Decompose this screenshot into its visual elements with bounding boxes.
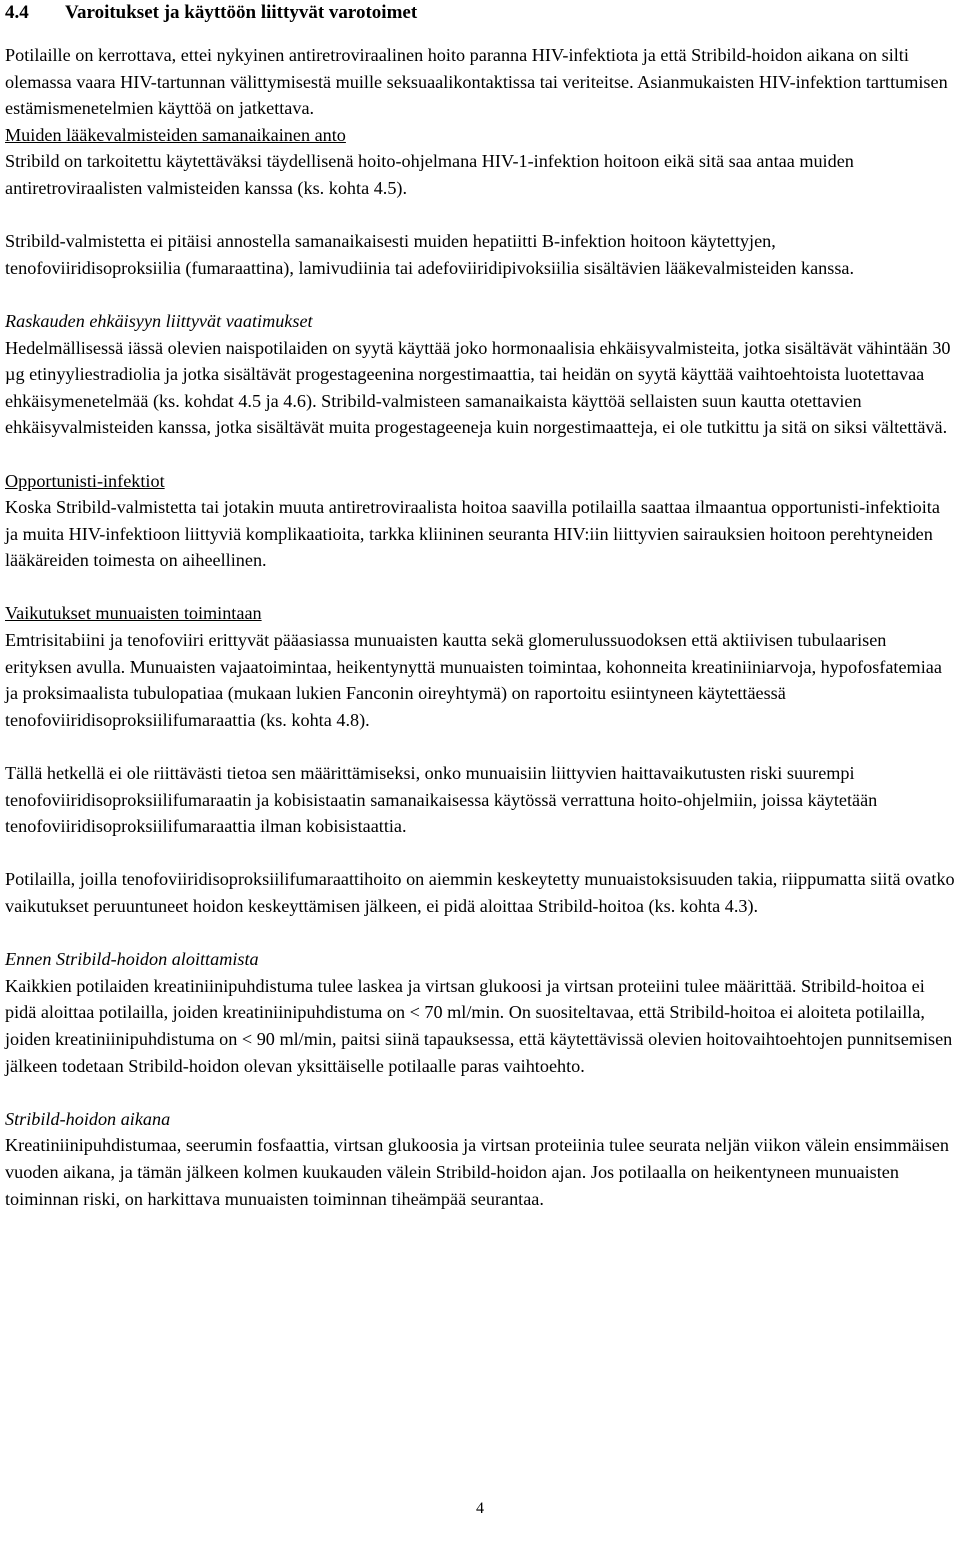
subheading-before-treatment: Ennen Stribild-hoidon aloittamista: [5, 949, 259, 970]
paragraph-during-treatment: Kreatiniinipuhdistumaa, seerumin fosfaattia, virtsan glukoosia ja virtsan proteiinia tulee seurata neljän viikon välein ensimmäisen vuoden aikana, ja tämän jälkeen kolmen kuukauden välein Stribild-hoidon ajan. Jos potilaalla on heikentyneen munuaisten toiminnan riski, on harkittava munuaisten toiminnan tiheämpää seurantaa.: [5, 1135, 949, 1209]
subheading-contraception: Raskauden ehkäisyyn liittyvät vaatimukset: [5, 310, 313, 331]
paragraph-hepatitis-b: Stribild-valmistetta ei pitäisi annostella samanaikaisesti muiden hepatiitti B-infektion hoitoon käytettyjen, tenofoviiridisoproksiilia (fumaraattina), lamivudiinia tai adefoviiridipivoksiilia sisältävien lääkevalmisteiden kanssa.: [5, 231, 855, 278]
document-page: [5, 0, 955, 1212]
subheading-concomitant-use: Muiden lääkevalmisteiden samanaikainen anto: [5, 124, 346, 145]
paragraph-renal-risk: Tällä hetkellä ei ole riittävästi tietoa sen määrittämiseksi, onko munuaisiin liittyvien haittavaikutusten riski suurempi tenofoviiridisoproksiilifumaraatin ja kobisistaatin samanaikaisessa käytössä verrattuna hoito-ohjelmiin, joissa käytetään tenofoviiridisoproksiilifumaraattia ilman kobisistaattia.: [5, 763, 878, 837]
paragraph-contraception: Hedelmällisessä iässä olevien naispotilaiden on syytä käyttää joko hormonaalisia ehkäisyvalmisteita, jotka sisältävät vähintään 30 µg etinyyliestradiolia ja jotka sisältävät progestageenina norgestimaattia, tai heidän on syytä käyttää vaihtoehtoista luotettavaa ehkäisymenetelmää (ks. kohdat 4.5 ja 4.6). Stribild-valmisteen samanaikaista käyttöä sellaisten suun kautta otettavien ehkäisyvalmisteiden kanssa, jotka sisältävät muita progestageeneja kuin norgestimaatteja, ei ole tutkittu ja sitä on siksi vältettävä.: [5, 337, 951, 438]
paragraph-before-treatment: Kaikkien potilaiden kreatiniinipuhdistuma tulee laskea ja virtsan glukoosi ja virtsan proteiini tulee määrittää. Stribild-hoitoa ei pidä aloittaa potilailla, joiden kreatiniinipuhdistuma on < 70 ml/min. On suositeltavaa, että Stribild-hoitoa ei aloiteta potilailla, joiden kreatiniinipuhdistuma on < 90 ml/min, paitsi siinä tapauksessa, että käytettävissä olevien hoitovaihtoehtojen punnitsemisen jälkeen todetaan Stribild-hoidon olevan yksittäiselle potilaalle paras vaihtoehto.: [5, 975, 953, 1076]
subheading-opportunistic-infections: Opportunisti-infektiot: [5, 470, 165, 491]
paragraph-hiv-transmission: Potilaille on kerrottava, ettei nykyinen antiretroviraalinen hoito paranna HIV-infektiota ja että Stribild-hoidon aikana on silti olemassa vaara HIV-tartunnan välittymisestä muille seksuaalikontaktissa tai veriteitse. Asianmukaisten HIV-infektion tarttumisen estämismenetelmien käyttöä on jatkettava.: [5, 45, 948, 119]
section-number: 4.4: [5, 2, 29, 23]
section-heading: [5, 0, 955, 25]
paragraph-complete-regimen: Stribild on tarkoitettu käytettäväksi täydellisenä hoito-ohjelmana HIV-1-infektion hoitoon eikä sitä saa antaa muiden antiretroviraalisten valmisteiden kanssa (ks. kohta 4.5).: [5, 151, 854, 198]
subheading-during-treatment: Stribild-hoidon aikana: [5, 1108, 171, 1129]
subheading-renal-effects: Vaikutukset munuaisten toimintaan: [5, 603, 262, 624]
page-number: 4: [476, 1500, 484, 1517]
paragraph-renal-excretion: Emtrisitabiini ja tenofoviiri erittyvät pääasiassa munuaisten kautta sekä glomerulussuodoksen että aktiivisen tubulaarisen erityksen avulla. Munuaisten vajaatoimintaa, heikentynyttä munuaisten toimintaa, kohonneita kreatiniiniarvoja, hypofosfatemiaa ja proksimaalista tubulopatiaa (mukaan lukien Fanconin oireyhtymä) on raportoitu esiintyneen käytettäessä tenofoviiridisoproksiilifumaraattia (ks. kohta 4.8).: [5, 630, 942, 730]
paragraph-opportunistic-infections: Koska Stribild-valmistetta tai jotakin muuta antiretroviraalista hoitoa saavilla potilailla saattaa ilmaantua opportunisti-infektioita ja muita HIV-infektioon liittyviä komplikaatioita, tarkka kliininen seuranta HIV:iin liittyvien sairauksien hoitoon perehtyneiden lääkäreiden toimesta on aiheellinen.: [5, 497, 940, 571]
paragraph-prior-nephrotoxicity: Potilailla, joilla tenofoviiridisoproksiilifumaraattihoito on aiemmin keskeytetty munuaistoksisuuden takia, riippumatta siitä ovatko vaikutukset peruuntuneet hoidon keskeyttämisen jälkeen, ei pidä aloittaa Stribild-hoitoa (ks. kohta 4.3).: [5, 869, 955, 916]
section-title: Varoitukset ja käyttöön liittyvät varotoimet: [65, 2, 418, 23]
